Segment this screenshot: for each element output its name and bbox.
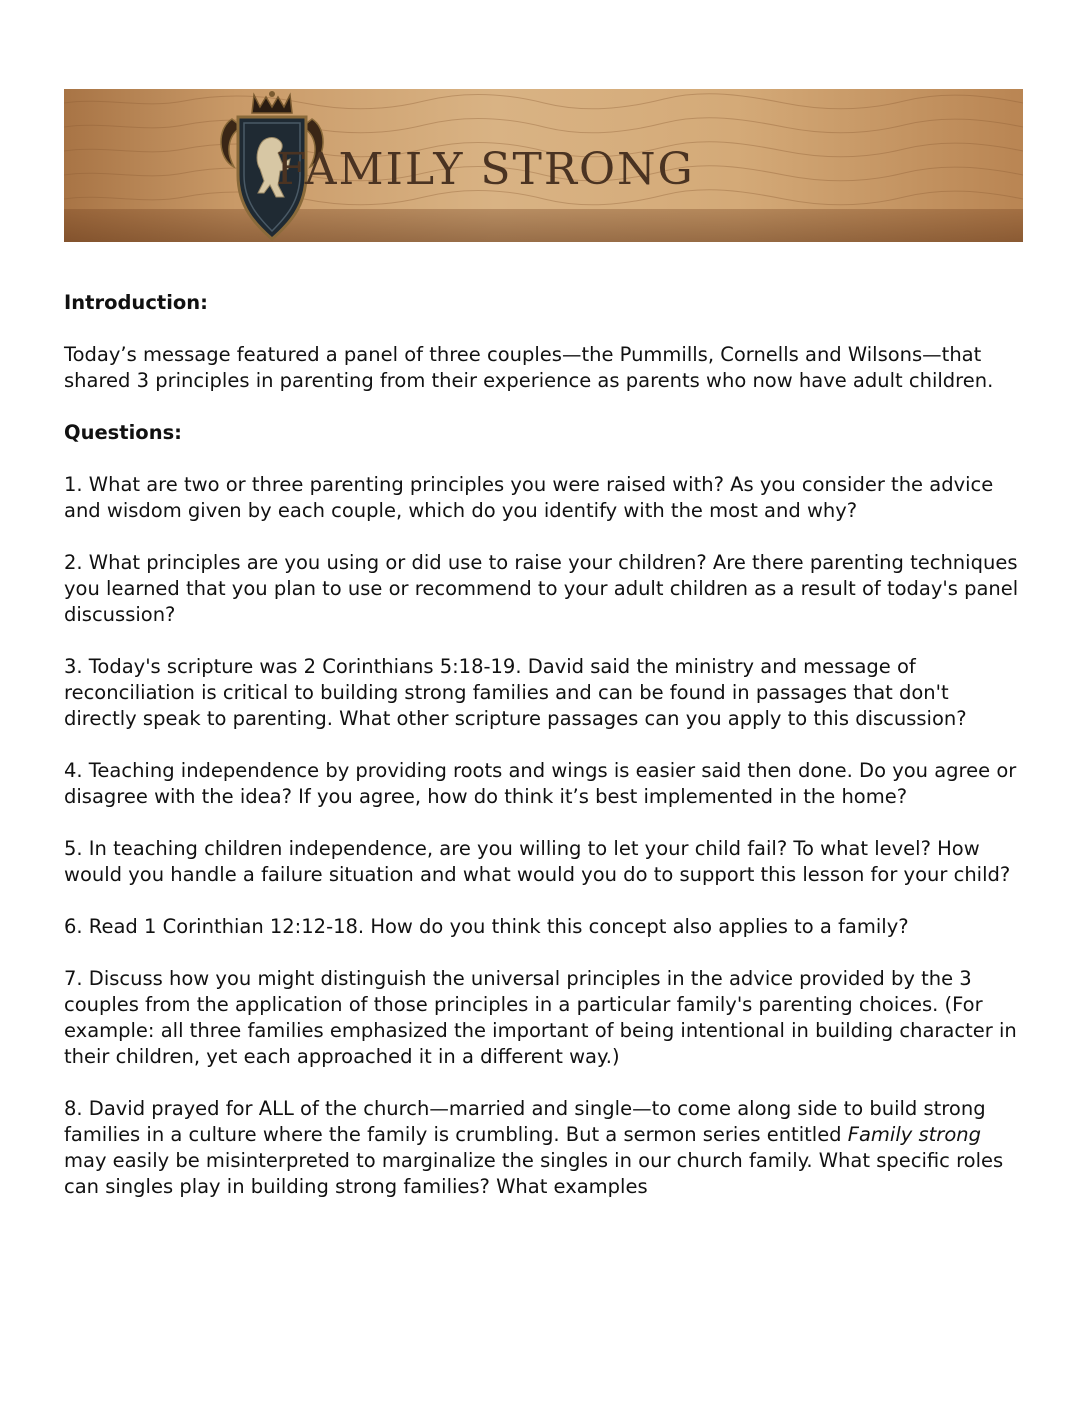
question-8-end: may easily be misinterpreted to marginalize the singles in our church family. What specific roles can singles play in building strong families? What examples: [64, 1149, 1004, 1198]
questions-heading: Questions:: [64, 421, 182, 444]
banner-title: FAMILY STRONG: [276, 144, 695, 195]
question-1: 1. What are two or three parenting principles you were raised with? As you consider the advice and wisdom given by each couple, which do you identify with the most and why?: [64, 473, 994, 522]
question-2: 2. What principles are you using or did use to raise your children? Are there parenting techniques you learned that you plan to use or recommend to your adult children as a result of today's panel discussion?: [64, 551, 1019, 626]
introduction-text: Today’s message featured a panel of three couples—the Pummills, Cornells and Wilsons—that shared 3 principles in parenting from their experience as parents who now have adult children.: [64, 343, 994, 392]
question-6: 6. Read 1 Corinthian 12:12-18. How do you think this concept also applies to a family?: [64, 915, 909, 938]
question-8: [64, 1096, 1024, 1200]
question-8-start: 8. David prayed for ALL of the church—married and single—to come along side to build strong families in a culture where the family is crumbling. But a sermon series entitled: [64, 1097, 986, 1146]
banner-dark-band: [64, 209, 1023, 242]
question-8-series-title: Family strong: [847, 1123, 981, 1146]
question-7: 7. Discuss how you might distinguish the universal principles in the advice provided by the 3 couples from the application of those principles in a particular family's parenting choices. (For example: all three families emphasized the important of being intentional in building character in their children, yet each approached it in a different way.): [64, 967, 1017, 1068]
document-body: [64, 290, 1024, 1200]
question-4: 4. Teaching independence by providing roots and wings is easier said then done. Do you agree or disagree with the idea? If you agree, how do think it’s best implemented in the home?: [64, 759, 1017, 808]
question-5: 5. In teaching children independence, are you willing to let your child fail? To what level? How would you handle a failure situation and what would you do to support this lesson for your child?: [64, 837, 1011, 886]
question-3: 3. Today's scripture was 2 Corinthians 5:18-19. David said the ministry and message of reconciliation is critical to building strong families and can be found in passages that don't directly speak to parenting. What other scripture passages can you apply to this discussion?: [64, 655, 967, 730]
introduction-heading: Introduction:: [64, 291, 208, 314]
